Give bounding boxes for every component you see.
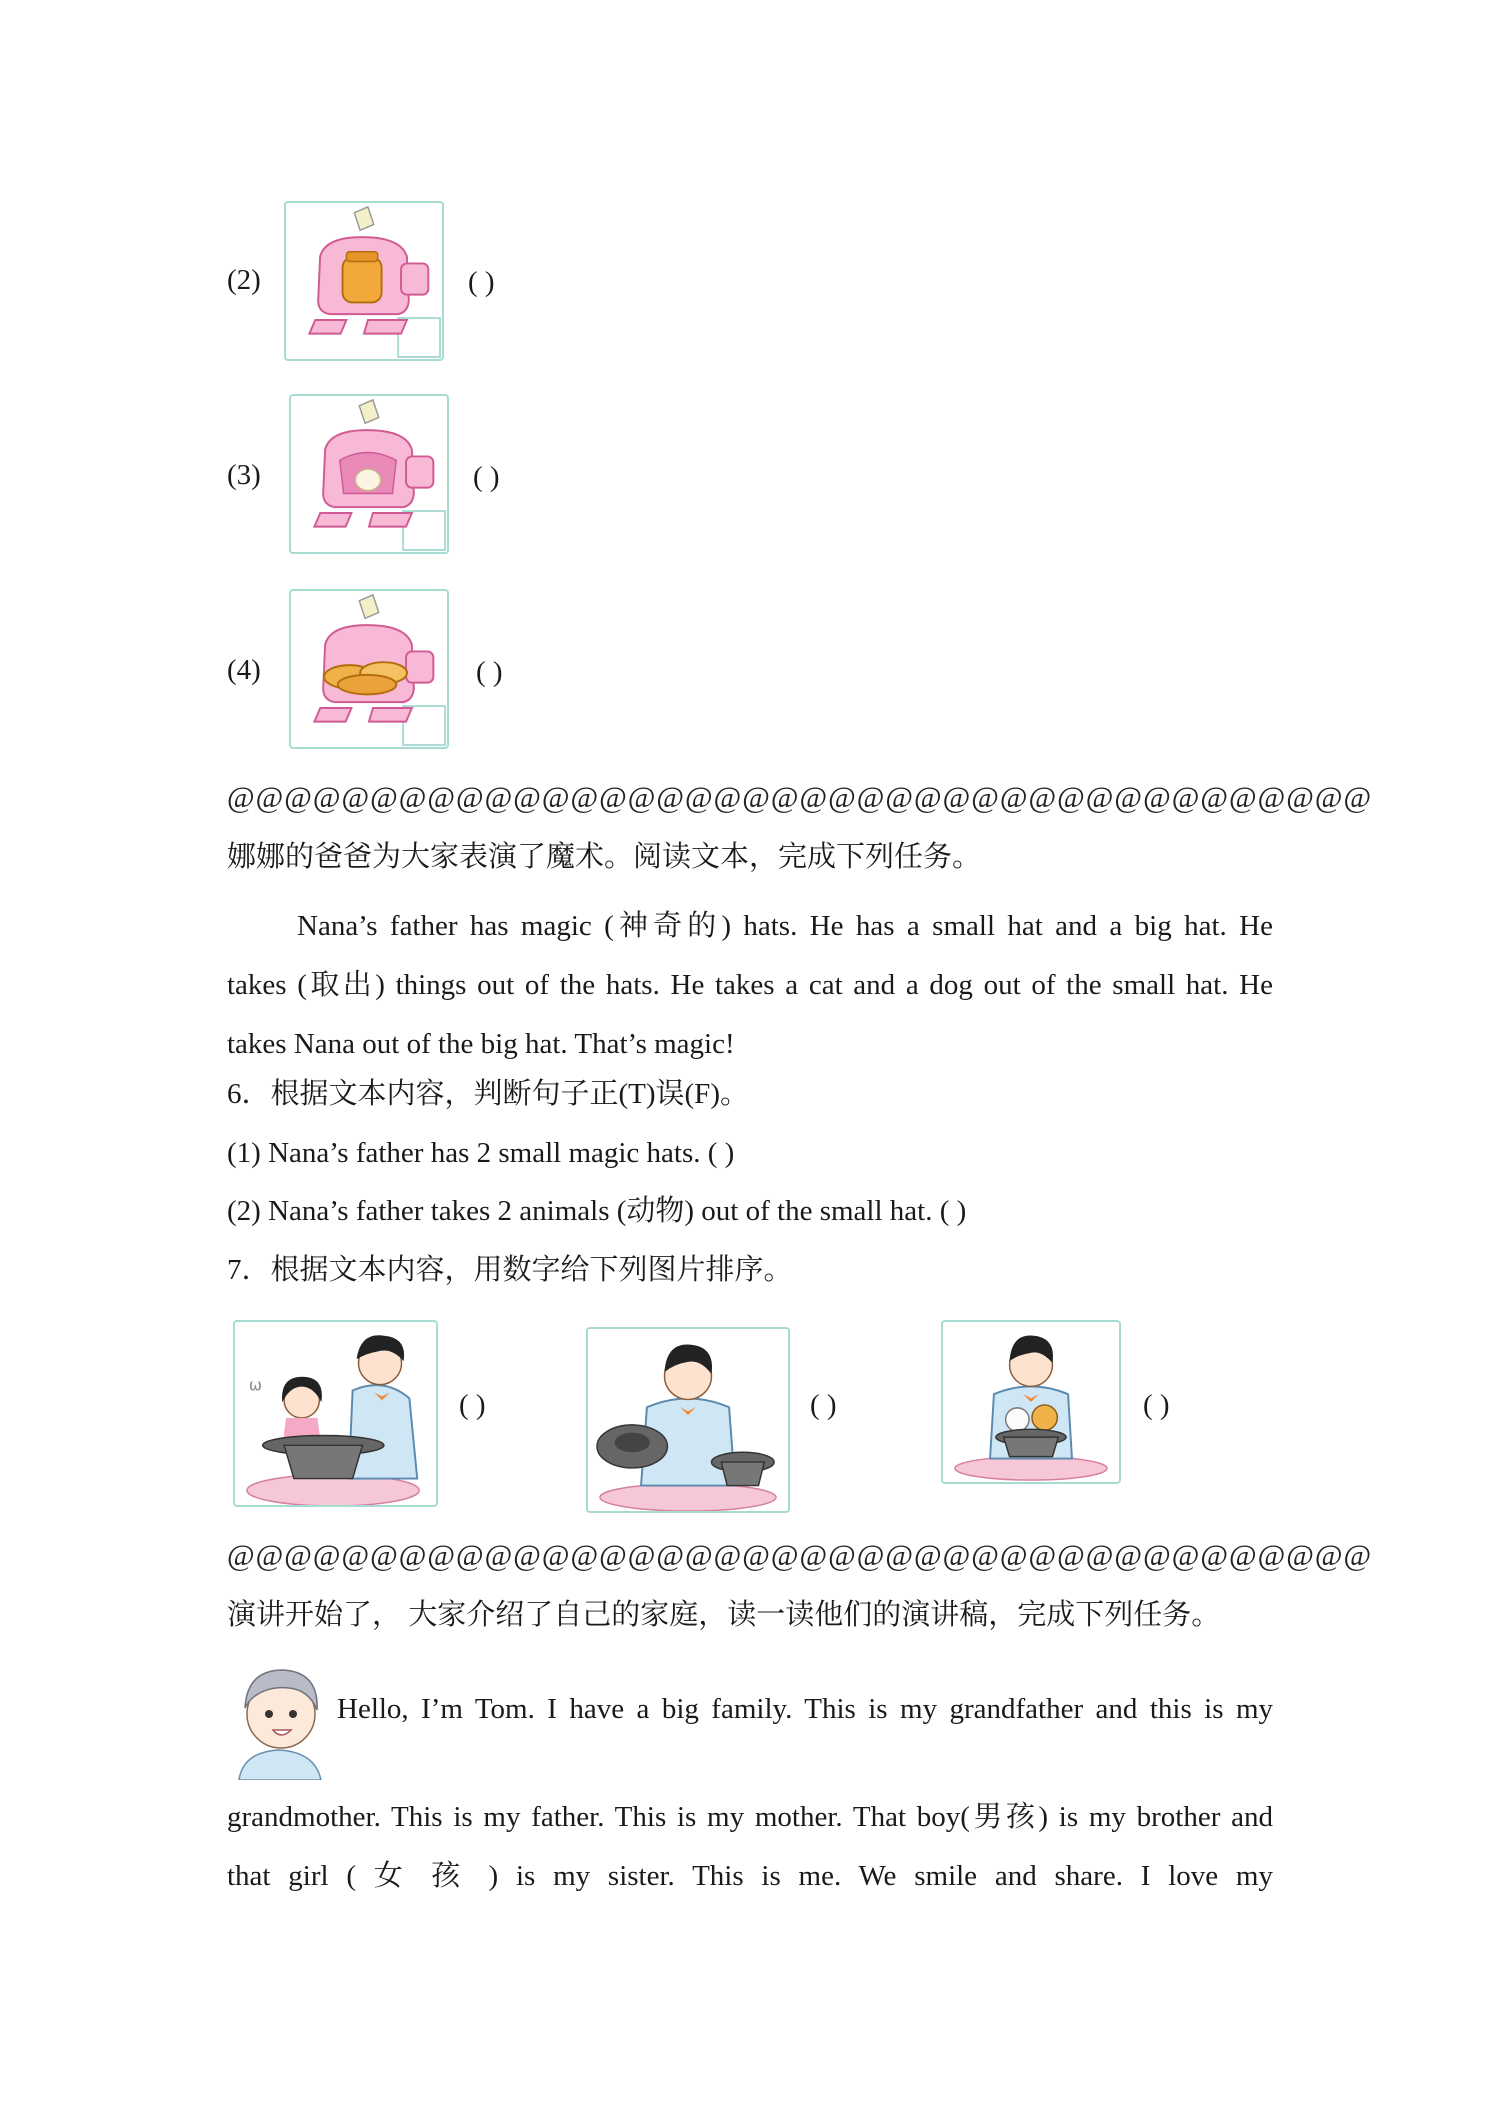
question-6-title: 6．根据文本内容，判断句子正(T)误(F)。 (227, 1078, 749, 1110)
question-7-title: 7．根据文本内容，用数字给下列图片排序。 (227, 1254, 793, 1286)
backpack-with-bread-picture (289, 589, 449, 749)
speech-line: grandmother. This is my father. This is my mother. That boy(男孩) is my brother and (227, 1801, 1273, 1833)
answer-parentheses[interactable]: ( ) (1143, 1389, 1170, 1421)
answer-parentheses[interactable]: ( ) (468, 266, 495, 298)
magic-passage (227, 897, 1273, 1074)
section-separator: @@@@@@@@@@@@@@@@@@@@@@@@@@@@@@@@@@@@@@@@ (227, 781, 1373, 814)
passage-line: Nana’s father has magic (神奇的) hats. He has a small hat and a big hat. He (297, 910, 1273, 942)
answer-parentheses[interactable]: ( ) (810, 1389, 837, 1421)
answer-parentheses[interactable]: ( ) (473, 461, 500, 493)
tom-speech (227, 1692, 1273, 1726)
question-6-item: (1) Nana’s father has 2 small magic hats. ( ) (227, 1137, 735, 1169)
section-separator: @@@@@@@@@@@@@@@@@@@@@@@@@@@@@@@@@@@@@@@@ (227, 1539, 1373, 1572)
speech-section-intro: 演讲开始了， 大家介绍了自己的家庭，读一读他们的演讲稿，完成下列任务。 (227, 1599, 1221, 1631)
man-and-girl-with-big-hat-picture (233, 1320, 438, 1507)
magic-section-intro: 娜娜的爸爸为大家表演了魔术。阅读文本，完成下列任务。 (227, 841, 982, 873)
passage-line: takes Nana out of the big hat. That’s magic! (227, 1028, 735, 1060)
item-number: (4) (227, 654, 261, 686)
backpack-with-egg-picture (289, 394, 449, 554)
speech-line: that girl ( 女 孩 ) is my sister. This is me. We smile and share. I love my (227, 1860, 1273, 1892)
svg-text:ω: ω (248, 1375, 263, 1395)
answer-parentheses[interactable]: ( ) (476, 656, 503, 688)
tom-speech-continued (227, 1788, 1273, 1906)
backpack-with-jar-picture (284, 201, 444, 361)
item-number: (3) (227, 459, 261, 491)
passage-line: takes (取出) things out of the hats. He takes a cat and a dog out of the small hat. He (227, 969, 1273, 1001)
speech-line: Hello, I’m Tom. I have a big family. This is my grandfather and this is my (337, 1693, 1273, 1725)
item-number: (2) (227, 264, 261, 296)
answer-parentheses[interactable]: ( ) (459, 1389, 486, 1421)
man-with-cat-and-dog-picture (941, 1320, 1121, 1484)
question-6-item: (2) Nana’s father takes 2 animals (动物) out of the small hat. ( ) (227, 1195, 967, 1227)
man-holding-two-hats-picture (586, 1327, 790, 1513)
